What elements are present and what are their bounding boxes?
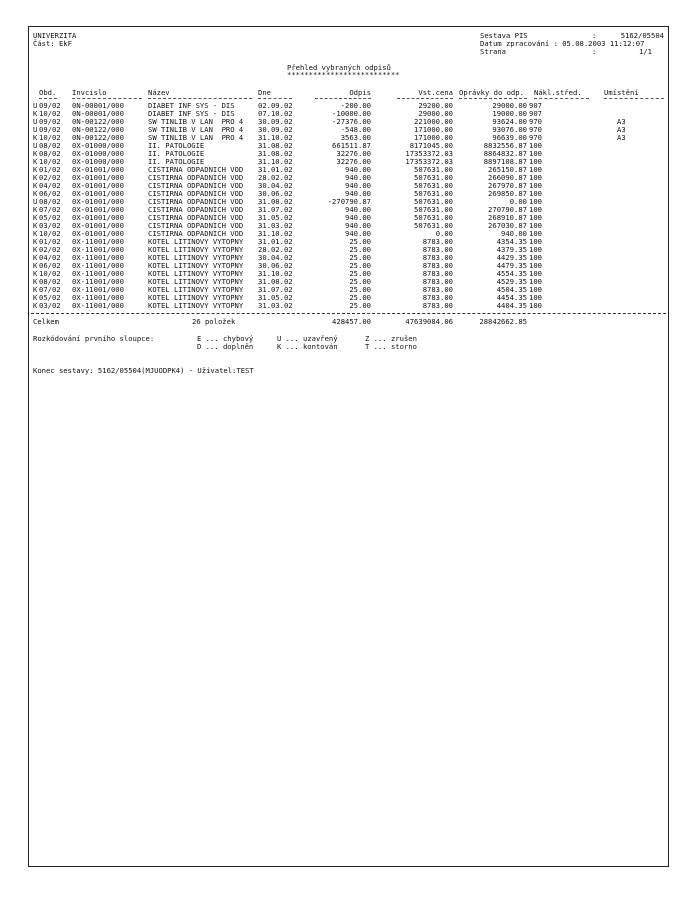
cell-nazev: SW TINLIB V LAN PRO 4 [148, 117, 244, 126]
cell-nakl: 970 [529, 117, 542, 126]
cell-vstcena: 507631.00 [414, 205, 453, 214]
cell-opravky: 4504.35 [496, 285, 527, 294]
cell-invcislo: 0X-11001/000 [72, 245, 124, 254]
cell-flag: K [33, 285, 38, 294]
cell-nazev: CISTIRNA ODPADNICH VOD [148, 213, 244, 222]
cell-dne: 31.01.02 [258, 165, 293, 174]
cell-obd: 04/02 [39, 181, 61, 190]
cell-vstcena: 29200.00 [418, 101, 453, 110]
cell-invcislo: 0N-00122/000 [72, 117, 124, 126]
cell-odpis: -270790.87 [327, 197, 371, 206]
cell-vstcena: 8783.00 [422, 293, 453, 302]
cell-obd: 07/02 [39, 285, 61, 294]
report-sep: : [592, 31, 597, 40]
cell-dne: 31.10.02 [258, 157, 293, 166]
cell-flag: K [33, 277, 38, 286]
cell-dne: 30.09.02 [258, 125, 293, 134]
cell-dne: 31.08.02 [258, 141, 293, 150]
cell-obd: 08/02 [39, 197, 61, 206]
cell-odpis: 25.00 [349, 245, 371, 254]
cell-nazev: CISTIRNA ODPADNICH VOD [148, 181, 244, 190]
col-odpis: Odpis [349, 88, 371, 97]
col-dne: Dne [258, 88, 271, 97]
totals-odpis: 428457.00 [332, 317, 371, 326]
cell-opravky: 29000.00 [492, 101, 527, 110]
cell-obd: 01/02 [39, 237, 61, 246]
cell-dne: 30.06.02 [258, 261, 293, 270]
cell-obd: 08/02 [39, 149, 61, 158]
cell-invcislo: 0X-01001/000 [72, 173, 124, 182]
col-nazev: Název [148, 88, 170, 97]
cell-invcislo: 0X-11001/000 [72, 301, 124, 310]
cell-flag: K [33, 157, 38, 166]
cell-vstcena: 507631.00 [414, 197, 453, 206]
cell-invcislo: 0N-00001/000 [72, 109, 124, 118]
report-id: 5162/05504 [620, 31, 664, 40]
cell-opravky: 93624.00 [492, 117, 527, 126]
cell-nakl: 100 [529, 141, 542, 150]
cell-flag: U [33, 125, 38, 134]
cell-nazev: KOTEL LITINOVY VYTOPNY [148, 269, 244, 278]
cell-odpis: -200.00 [340, 101, 371, 110]
cell-dne: 31.07.02 [258, 205, 293, 214]
cell-nazev: KOTEL LITINOVY VYTOPNY [148, 285, 244, 294]
cell-vstcena: 171000.00 [414, 133, 453, 142]
cell-nakl: 100 [529, 189, 542, 198]
legend-label: Rozkódování prvního sloupce: [33, 334, 155, 343]
legend-item: T ... storno [365, 342, 417, 351]
report-footer: Konec sestavy: 5162/05504(MJUODPK4) - Uživatel:TEST [33, 366, 254, 375]
cell-opravky: 4379.35 [496, 245, 527, 254]
cell-flag: K [33, 261, 38, 270]
cell-dne: 31.03.02 [258, 221, 293, 230]
cell-odpis: -27376.00 [332, 117, 371, 126]
cell-opravky: 4454.35 [496, 293, 527, 302]
cell-odpis: 32276.00 [336, 157, 371, 166]
cell-flag: K [33, 301, 38, 310]
cell-nakl: 100 [529, 205, 542, 214]
cell-odpis: 940.00 [345, 189, 371, 198]
cell-nazev: KOTEL LITINOVY VYTOPNY [148, 277, 244, 286]
cell-flag: K [33, 181, 38, 190]
cell-nazev: CISTIRNA ODPADNICH VOD [148, 165, 244, 174]
cell-odpis: 25.00 [349, 253, 371, 262]
cell-vstcena: 171000.00 [414, 125, 453, 134]
cell-opravky: 268910.87 [488, 213, 527, 222]
cell-odpis: -10000.00 [332, 109, 371, 118]
cell-dne: 31.07.02 [258, 285, 293, 294]
cell-odpis: 25.00 [349, 261, 371, 270]
cell-flag: K [33, 221, 38, 230]
cell-vstcena: 507631.00 [414, 221, 453, 230]
cell-flag: K [33, 173, 38, 182]
report-title: Přehled vybraných odpisů [287, 63, 391, 72]
cell-opravky: 940.00 [501, 229, 527, 238]
cell-nakl: 100 [529, 285, 542, 294]
cell-nakl: 100 [529, 237, 542, 246]
cell-nakl: 100 [529, 157, 542, 166]
cell-flag: K [33, 253, 38, 262]
cell-nakl: 100 [529, 269, 542, 278]
org-part: Část: EkF [33, 39, 72, 48]
cell-flag: K [33, 189, 38, 198]
cell-obd: 08/02 [39, 277, 61, 286]
cell-invcislo: 0X-11001/000 [72, 293, 124, 302]
col-obd: Obd. [39, 88, 57, 97]
cell-opravky: 4554.35 [496, 269, 527, 278]
cell-dne: 30.04.02 [258, 253, 293, 262]
cell-odpis: 25.00 [349, 277, 371, 286]
cell-obd: 07/02 [39, 205, 61, 214]
cell-nazev: KOTEL LITINOVY VYTOPNY [148, 237, 244, 246]
cell-opravky: 270790.87 [488, 205, 527, 214]
cell-nakl: 100 [529, 149, 542, 158]
cell-opravky: 4429.35 [496, 253, 527, 262]
col-underline [459, 98, 527, 99]
cell-obd: 03/02 [39, 221, 61, 230]
cell-odpis: 25.00 [349, 285, 371, 294]
col-umisteni: Umístění [604, 88, 639, 97]
cell-nakl: 100 [529, 213, 542, 222]
cell-opravky: 0.00 [509, 197, 527, 206]
cell-invcislo: 0N-00122/000 [72, 125, 124, 134]
cell-vstcena: 507631.00 [414, 165, 453, 174]
page-label: Strana [480, 47, 506, 56]
cell-dne: 30.09.02 [258, 117, 293, 126]
cell-invcislo: 0X-01001/000 [72, 221, 124, 230]
cell-dne: 31.10.02 [258, 269, 293, 278]
cell-flag: U [33, 101, 38, 110]
cell-flag: K [33, 205, 38, 214]
cell-flag: K [33, 149, 38, 158]
cell-odpis: 32276.00 [336, 149, 371, 158]
cell-nazev: II. PATOLOGIE [148, 157, 205, 166]
cell-dne: 31.08.02 [258, 197, 293, 206]
cell-dne: 30.04.02 [258, 181, 293, 190]
cell-opravky: 265150.87 [488, 165, 527, 174]
cell-dne: 31.08.02 [258, 277, 293, 286]
report-title-underline: ************************** [287, 70, 400, 79]
totals-separator [31, 313, 666, 314]
cell-nazev: CISTIRNA ODPADNICH VOD [148, 221, 244, 230]
cell-vstcena: 8783.00 [422, 261, 453, 270]
cell-nakl: 100 [529, 277, 542, 286]
cell-dne: 02.09.02 [258, 101, 293, 110]
cell-nazev: KOTEL LITINOVY VYTOPNY [148, 261, 244, 270]
cell-invcislo: 0X-11001/000 [72, 237, 124, 246]
cell-opravky: 8897108.87 [483, 157, 527, 166]
cell-obd: 10/02 [39, 269, 61, 278]
cell-opravky: 8864832.87 [483, 149, 527, 158]
cell-opravky: 96639.00 [492, 133, 527, 142]
cell-vstcena: 507631.00 [414, 173, 453, 182]
col-underline [39, 98, 57, 99]
col-vstcena: Vst.cena [418, 88, 453, 97]
cell-nakl: 907 [529, 101, 542, 110]
cell-flag: K [33, 109, 38, 118]
cell-dne: 31.03.02 [258, 301, 293, 310]
cell-flag: U [33, 141, 38, 150]
cell-nakl: 100 [529, 261, 542, 270]
legend-item: K ... kontován [277, 342, 338, 351]
cell-vstcena: 0.00 [435, 229, 453, 238]
cell-umisteni: A3 [617, 125, 626, 134]
cell-obd: 01/02 [39, 165, 61, 174]
cell-invcislo: 0X-01000/000 [72, 157, 124, 166]
cell-opravky: 267030.87 [488, 221, 527, 230]
cell-odpis: 25.00 [349, 293, 371, 302]
cell-dne: 31.01.02 [258, 237, 293, 246]
cell-nakl: 100 [529, 293, 542, 302]
cell-obd: 03/02 [39, 301, 61, 310]
cell-flag: K [33, 133, 38, 142]
cell-opravky: 266090.87 [488, 173, 527, 182]
cell-nazev: KOTEL LITINOVY VYTOPNY [148, 293, 244, 302]
cell-dne: 31.10.02 [258, 229, 293, 238]
cell-nazev: CISTIRNA ODPADNICH VOD [148, 189, 244, 198]
cell-vstcena: 8783.00 [422, 285, 453, 294]
cell-nakl: 100 [529, 181, 542, 190]
cell-opravky: 267970.87 [488, 181, 527, 190]
cell-odpis: 940.00 [345, 165, 371, 174]
cell-odpis: 940.00 [345, 229, 371, 238]
cell-nazev: SW TINLIB V LAN PRO 4 [148, 125, 244, 134]
processing-date: Datum zpracování : 05.08.2003 11:12:07 [480, 39, 645, 48]
cell-vstcena: 507631.00 [414, 213, 453, 222]
cell-opravky: 19000.00 [492, 109, 527, 118]
cell-nazev: II. PATOLOGIE [148, 149, 205, 158]
cell-odpis: 940.00 [345, 205, 371, 214]
cell-nazev: CISTIRNA ODPADNICH VOD [148, 205, 244, 214]
col-underline [72, 98, 142, 99]
cell-obd: 09/02 [39, 117, 61, 126]
cell-invcislo: 0X-01001/000 [72, 165, 124, 174]
col-opravky: Oprávky do odp. [459, 88, 524, 97]
cell-invcislo: 0X-11001/000 [72, 269, 124, 278]
cell-invcislo: 0X-11001/000 [72, 277, 124, 286]
cell-opravky: 4479.35 [496, 261, 527, 270]
totals-count: 26 položek [192, 317, 236, 326]
cell-nakl: 970 [529, 133, 542, 142]
cell-odpis: 940.00 [345, 173, 371, 182]
cell-opravky: 4354.35 [496, 237, 527, 246]
cell-flag: K [33, 269, 38, 278]
cell-vstcena: 8783.00 [422, 277, 453, 286]
cell-obd: 09/02 [39, 125, 61, 134]
cell-flag: K [33, 237, 38, 246]
cell-nakl: 100 [529, 221, 542, 230]
cell-opravky: 8832556.87 [483, 141, 527, 150]
cell-dne: 31.10.02 [258, 133, 293, 142]
cell-nazev: KOTEL LITINOVY VYTOPNY [148, 301, 244, 310]
cell-obd: 10/02 [39, 133, 61, 142]
cell-nazev: DIABET INF SYS - DIS [148, 109, 235, 118]
cell-obd: 10/02 [39, 229, 61, 238]
cell-dne: 31.08.02 [258, 149, 293, 158]
cell-obd: 08/02 [39, 141, 61, 150]
cell-invcislo: 0N-00001/000 [72, 101, 124, 110]
cell-odpis: 25.00 [349, 269, 371, 278]
cell-dne: 31.05.02 [258, 293, 293, 302]
cell-invcislo: 0X-11001/000 [72, 285, 124, 294]
cell-dne: 28.02.02 [258, 173, 293, 182]
cell-odpis: 940.00 [345, 221, 371, 230]
totals-label: Celkem [33, 317, 59, 326]
cell-obd: 09/02 [39, 101, 61, 110]
cell-nazev: SW TINLIB V LAN PRO 4 [148, 133, 244, 142]
cell-opravky: 93076.00 [492, 125, 527, 134]
cell-dne: 07.10.02 [258, 109, 293, 118]
legend-item: U ... uzavřený [277, 334, 338, 343]
legend-item: D ... doplněn [197, 342, 254, 351]
cell-umisteni: A3 [617, 117, 626, 126]
cell-umisteni: A3 [617, 133, 626, 142]
cell-flag: U [33, 197, 38, 206]
page-sep: : [592, 47, 597, 56]
cell-obd: 02/02 [39, 245, 61, 254]
cell-flag: K [33, 213, 38, 222]
cell-invcislo: 0X-11001/000 [72, 253, 124, 262]
page-number: 1/1 [639, 47, 652, 56]
cell-nazev: KOTEL LITINOVY VYTOPNY [148, 253, 244, 262]
legend-item: E ... chybový [197, 334, 254, 343]
col-underline [397, 98, 453, 99]
cell-invcislo: 0X-11001/000 [72, 261, 124, 270]
cell-nakl: 100 [529, 173, 542, 182]
cell-obd: 02/02 [39, 173, 61, 182]
cell-odpis: 25.00 [349, 301, 371, 310]
cell-nazev: DIABET INF SYS - DIS [148, 101, 235, 110]
col-underline [604, 98, 664, 99]
cell-dne: 28.02.02 [258, 245, 293, 254]
cell-invcislo: 0X-01000/000 [72, 141, 124, 150]
cell-vstcena: 29000.00 [418, 109, 453, 118]
cell-invcislo: 0X-01001/000 [72, 197, 124, 206]
col-underline [148, 98, 252, 99]
cell-invcislo: 0X-01001/000 [72, 229, 124, 238]
cell-vstcena: 507631.00 [414, 181, 453, 190]
cell-nakl: 907 [529, 109, 542, 118]
cell-flag: U [33, 117, 38, 126]
cell-nakl: 970 [529, 125, 542, 134]
cell-odpis: 940.00 [345, 213, 371, 222]
cell-opravky: 269850.87 [488, 189, 527, 198]
report-label: Sestava PIS [480, 31, 528, 40]
totals-opravky: 28842662.85 [479, 317, 527, 326]
report-page [28, 26, 669, 867]
cell-obd: 10/02 [39, 157, 61, 166]
cell-obd: 06/02 [39, 189, 61, 198]
col-underline [315, 98, 371, 99]
cell-nazev: CISTIRNA ODPADNICH VOD [148, 197, 244, 206]
cell-nakl: 100 [529, 197, 542, 206]
cell-nakl: 100 [529, 245, 542, 254]
cell-flag: K [33, 165, 38, 174]
cell-nakl: 100 [529, 253, 542, 262]
cell-obd: 05/02 [39, 213, 61, 222]
org-name: UNIVERZITA [33, 31, 77, 40]
cell-invcislo: 0X-01000/000 [72, 149, 124, 158]
cell-vstcena: 8783.00 [422, 301, 453, 310]
cell-obd: 10/02 [39, 109, 61, 118]
cell-vstcena: 8783.00 [422, 237, 453, 246]
cell-opravky: 4404.35 [496, 301, 527, 310]
cell-vstcena: 17353372.03 [405, 157, 453, 166]
cell-nazev: KOTEL LITINOVY VYTOPNY [148, 245, 244, 254]
cell-flag: K [33, 229, 38, 238]
cell-nazev: CISTIRNA ODPADNICH VOD [148, 173, 244, 182]
cell-invcislo: 0X-01001/000 [72, 181, 124, 190]
cell-nakl: 100 [529, 301, 542, 310]
col-nakl: Nákl.střed. [534, 88, 582, 97]
cell-odpis: 940.00 [345, 181, 371, 190]
cell-dne: 31.05.02 [258, 213, 293, 222]
totals-vstcena: 47639084.06 [405, 317, 453, 326]
cell-invcislo: 0N-00122/000 [72, 133, 124, 142]
cell-invcislo: 0X-01001/000 [72, 189, 124, 198]
col-underline [534, 98, 589, 99]
col-invcislo: Invcislo [72, 88, 107, 97]
cell-odpis: -548.00 [340, 125, 371, 134]
cell-nakl: 100 [529, 165, 542, 174]
cell-flag: K [33, 293, 38, 302]
cell-vstcena: 17353372.03 [405, 149, 453, 158]
cell-invcislo: 0X-01001/000 [72, 205, 124, 214]
cell-obd: 05/02 [39, 293, 61, 302]
cell-odpis: 25.00 [349, 237, 371, 246]
cell-invcislo: 0X-01001/000 [72, 213, 124, 222]
cell-dne: 30.06.02 [258, 189, 293, 198]
cell-vstcena: 507631.00 [414, 189, 453, 198]
col-underline [258, 98, 292, 99]
cell-vstcena: 221000.00 [414, 117, 453, 126]
cell-odpis: 661511.87 [332, 141, 371, 150]
cell-odpis: 3563.00 [340, 133, 371, 142]
cell-obd: 04/02 [39, 253, 61, 262]
cell-nakl: 100 [529, 229, 542, 238]
cell-flag: K [33, 245, 38, 254]
cell-vstcena: 8783.00 [422, 245, 453, 254]
cell-opravky: 4529.35 [496, 277, 527, 286]
cell-vstcena: 8171045.00 [409, 141, 453, 150]
cell-vstcena: 8783.00 [422, 253, 453, 262]
legend-item: Z ... zrušen [365, 334, 417, 343]
cell-nazev: II. PATOLOGIE [148, 141, 205, 150]
cell-vstcena: 8783.00 [422, 269, 453, 278]
cell-obd: 06/02 [39, 261, 61, 270]
cell-nazev: CISTIRNA ODPADNICH VOD [148, 229, 244, 238]
